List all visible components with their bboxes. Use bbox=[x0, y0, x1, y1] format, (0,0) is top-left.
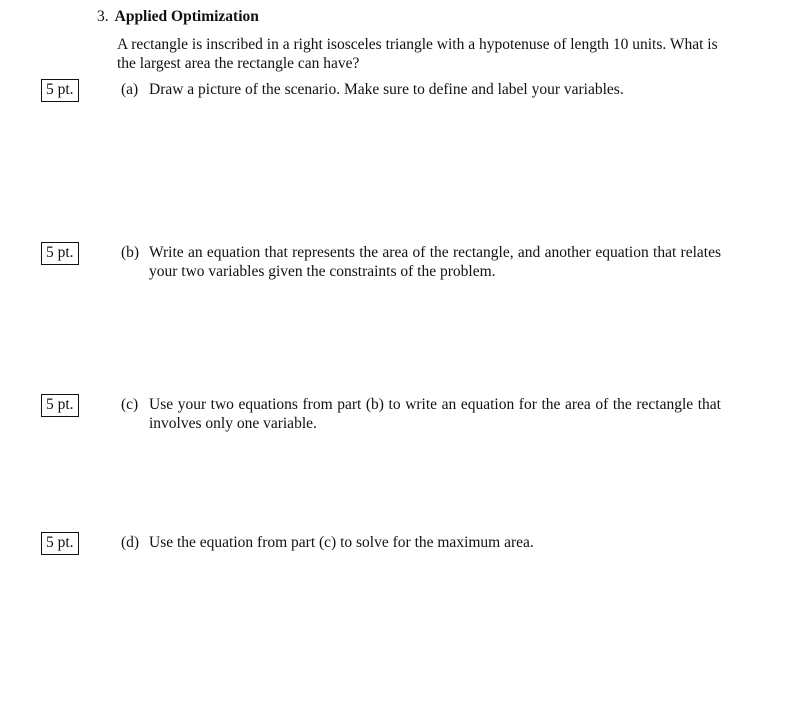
part-a-text: Draw a picture of the scenario. Make sure to define and label your variables. bbox=[149, 81, 624, 98]
points-badge-a: 5 pt. bbox=[41, 79, 79, 102]
part-a bbox=[121, 80, 721, 99]
part-d bbox=[121, 533, 721, 552]
part-b bbox=[121, 243, 721, 281]
part-d-text: Use the equation from part (c) to solve for the maximum area. bbox=[149, 534, 534, 551]
part-b-text: Write an equation that represents the area of the rectangle, and another equation that relates your two variables given the constraints of the problem. bbox=[149, 244, 721, 280]
problem-number: 3. bbox=[97, 8, 109, 25]
part-c-letter: (c) bbox=[121, 396, 139, 413]
part-a-letter: (a) bbox=[121, 81, 139, 98]
problem-header bbox=[97, 8, 259, 26]
points-badge-d: 5 pt. bbox=[41, 532, 79, 555]
problem-statement: A rectangle is inscribed in a right isosceles triangle with a hypotenuse of length 10 units. What is the largest area the rectangle can have? bbox=[117, 36, 718, 72]
part-d-letter: (d) bbox=[121, 534, 140, 551]
points-badge-b: 5 pt. bbox=[41, 242, 79, 265]
part-c-text: Use your two equations from part (b) to write an equation for the area of the rectangle that involves only one variable. bbox=[149, 396, 721, 432]
part-c bbox=[121, 395, 721, 433]
points-badge-c: 5 pt. bbox=[41, 394, 79, 417]
problem-title: Applied Optimization bbox=[114, 8, 259, 25]
part-b-letter: (b) bbox=[121, 244, 140, 261]
